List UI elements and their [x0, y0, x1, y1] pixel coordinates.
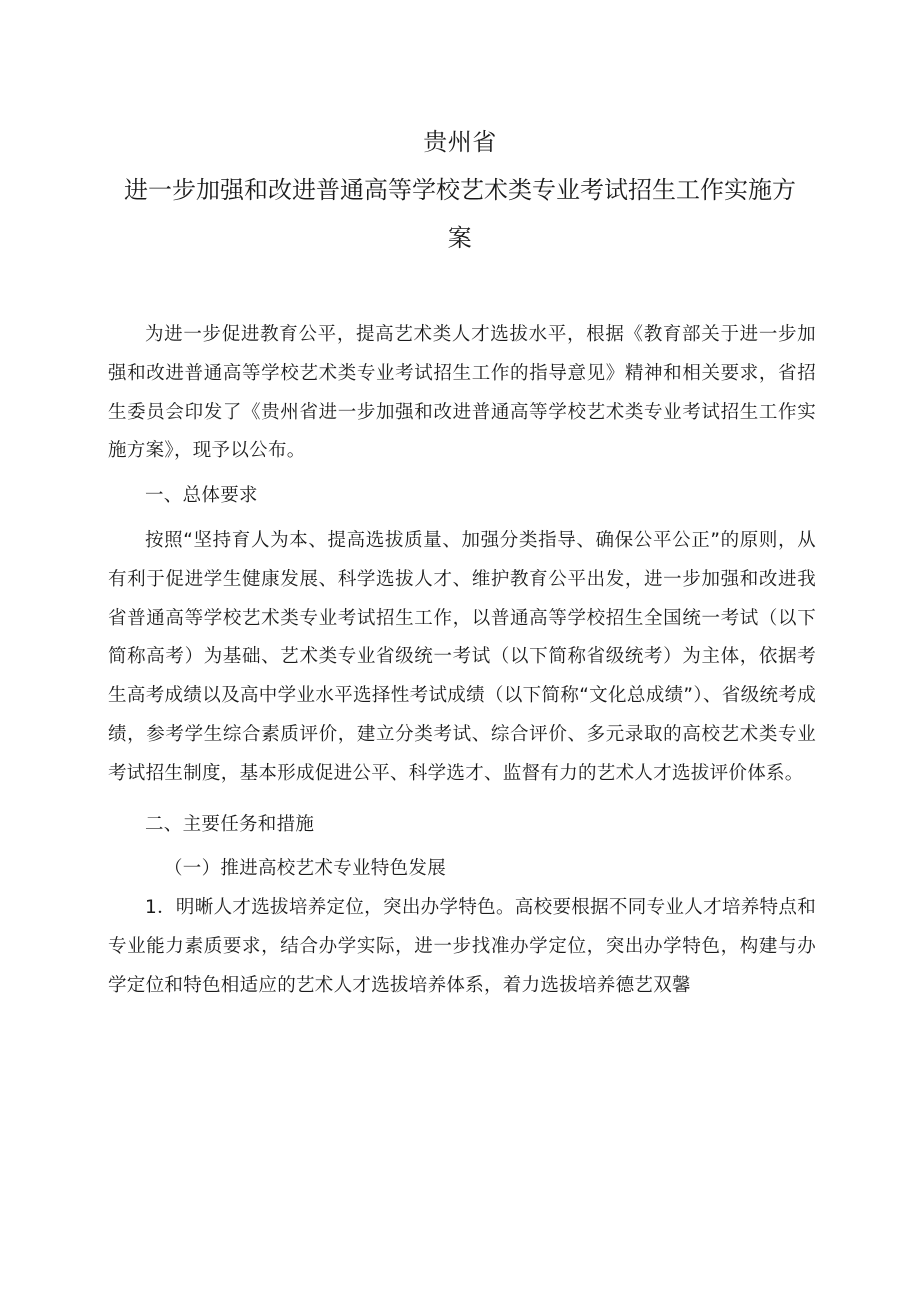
- general-requirements-paragraph: 按照“坚持育人为本、提高选拔质量、加强分类指导、确保公平公正”的原则，从有利于促进学生健康发展、科学选拔人才、维护教育公平出发，进一步加强和改进我省普通高等学校艺术类专业考试招生工作，以普通高等学校招生全国统一考试（以下简称高考）为基础、艺术类专业省级统一考试（以下简称省级统考）为主体，依据考生高考成绩以及高中学业水平选择性考试成绩（以下简称“文化总成绩”）、省级统考成绩，参考学生综合素质评价，建立分类考试、综合评价、多元录取的高校艺术类专业考试招生制度，基本形成促进公平、科学选才、监督有力的艺术人才选拔评价体系。: [108, 529, 816, 784]
- item-1-paragraph: 1．明晰人才选拔培养定位，突出办学特色。高校要根据不同专业人才培养特点和专业能力素质要求，结合办学实际，进一步找准办学定位，突出办学特色，构建与办学定位和特色相适应的艺术人才选拔培养体系，着力选拔培养德艺双馨: [108, 897, 816, 996]
- title-line-main: 进一步加强和改进普通高等学校艺术类专业考试招生工作实施方: [124, 176, 796, 204]
- document-body: [108, 316, 816, 1006]
- title-line-end: 案: [447, 224, 473, 252]
- subsection-heading-art-specialty: （一）推进高校艺术专业特色发展: [164, 858, 447, 880]
- intro-paragraph: 为进一步促进教育公平，提高艺术类人才选拔水平，根据《教育部关于进一步加强和改进普通高等学校艺术类专业考试招生工作的指导意见》精神和相关要求，省招生委员会印发了《贵州省进一步加强和改进普通高等学校艺术类专业考试招生工作实施方案》，现予以公布。: [108, 324, 816, 462]
- section-heading-main-tasks: 二、主要任务和措施: [145, 813, 315, 835]
- title-line-province: 贵州省: [423, 128, 497, 156]
- section-heading-general-requirements: 一、总体要求: [145, 485, 258, 507]
- document-title: [100, 118, 820, 262]
